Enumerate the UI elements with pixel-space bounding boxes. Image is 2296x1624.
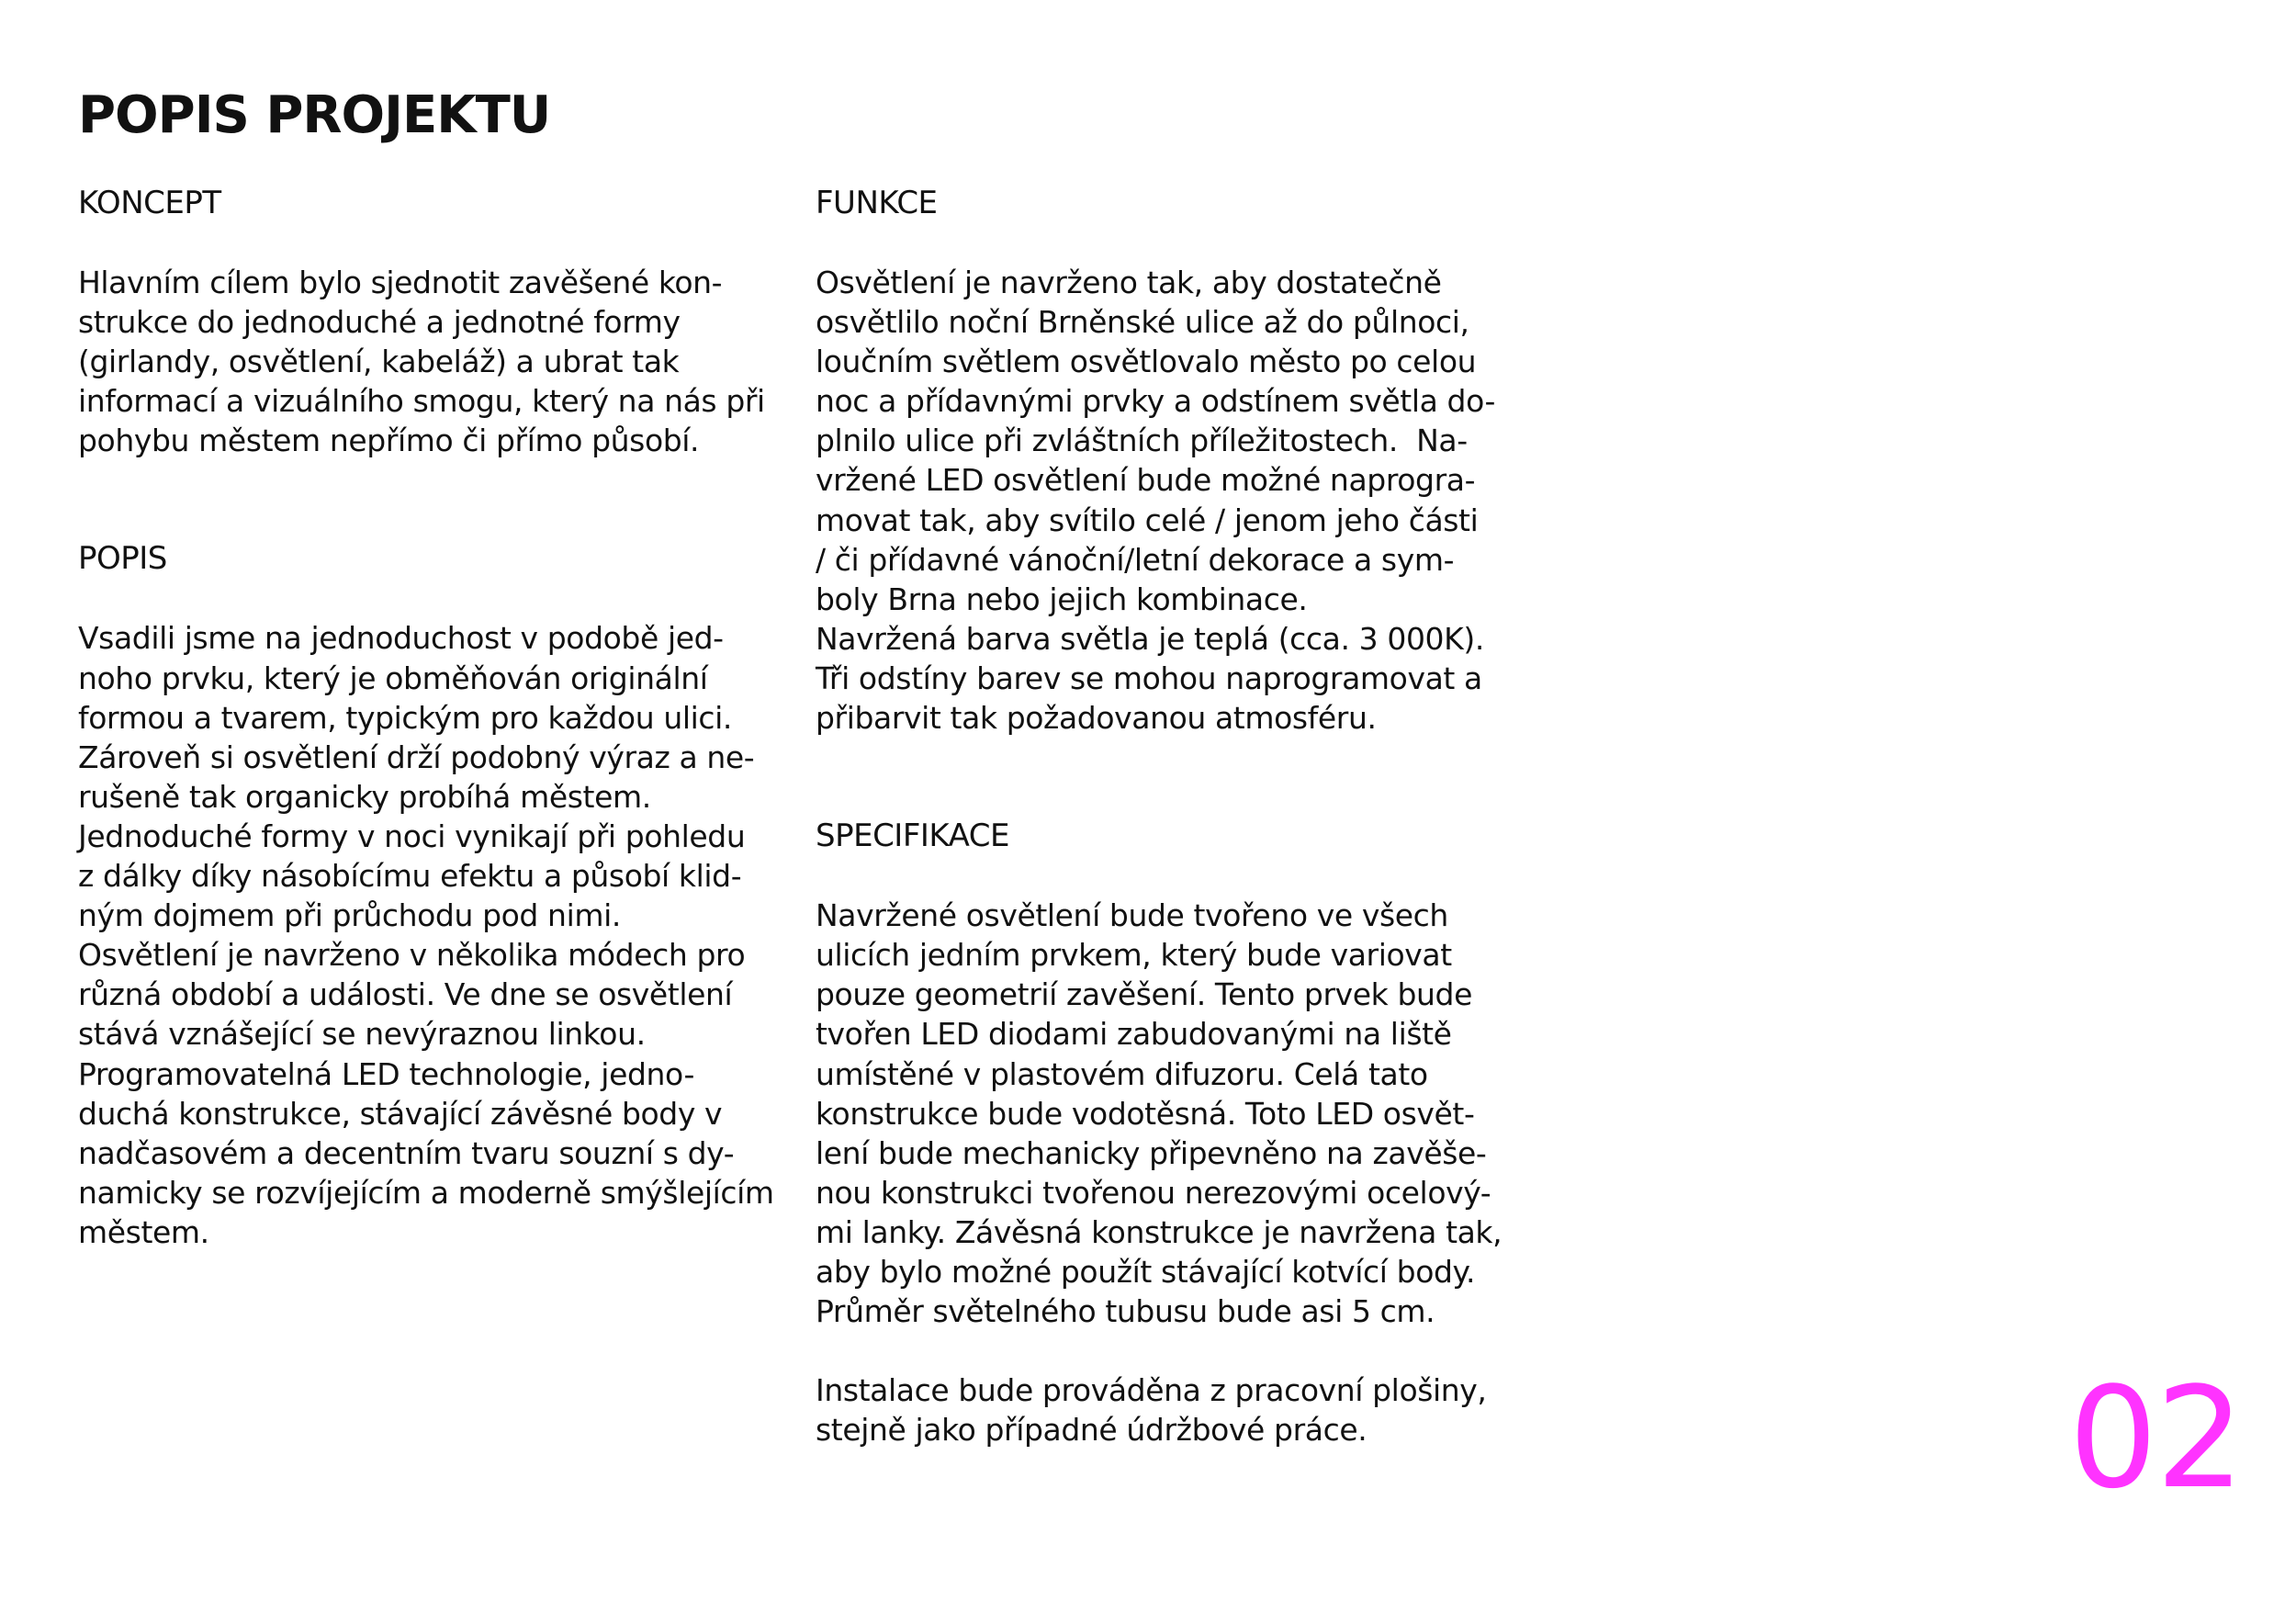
funkce-paragraph bbox=[816, 263, 1541, 738]
text-line: noc a přídavnými prvky a odstínem světla do- bbox=[816, 383, 1495, 420]
text-line: Zároveň si osvětlení drží podobný výraz a ne- bbox=[78, 739, 755, 775]
text-line: informací a vizuálního smogu, který na nás při bbox=[78, 383, 765, 420]
text-line: strukce do jednoduché a jednotné formy bbox=[78, 304, 681, 341]
text-line: pouze geometrií zavěšení. Tento prvek bude bbox=[816, 976, 1472, 1013]
text-line: městem. bbox=[78, 1213, 209, 1250]
text-line: nadčasovém a decentním tvaru souzní s dy- bbox=[78, 1134, 735, 1171]
text-line: osvětlilo noční Brněnské ulice až do půlnoci, bbox=[816, 304, 1469, 341]
text-line: Tři odstíny barev se mohou naprogramovat a bbox=[816, 660, 1482, 696]
text-line: tvořen LED diodami zabudovanými na liště bbox=[816, 1016, 1452, 1053]
text-line: mi lanky. Závěsná konstrukce je navržena tak, bbox=[816, 1213, 1503, 1250]
text-line: konstrukce bude vodotěsná. Toto LED osvět- bbox=[816, 1095, 1475, 1132]
koncept-heading: KONCEPT bbox=[78, 185, 221, 221]
text-line: plnilo ulice při zvláštních příležitostech. Na- bbox=[816, 423, 1468, 459]
text-line: Navržená barva světla je teplá (cca. 3 000K). bbox=[816, 620, 1484, 657]
page-number: 02 bbox=[2068, 1357, 2243, 1519]
text-line: ným dojmem při průchodu pod nimi. bbox=[78, 897, 621, 934]
text-line: formou a tvarem, typickým pro každou ulici. bbox=[78, 699, 732, 736]
text-line: lení bude mechanicky připevněno na zavěše- bbox=[816, 1134, 1487, 1171]
specifikace-heading: SPECIFIKACE bbox=[816, 818, 1010, 855]
popis-paragraph bbox=[78, 618, 804, 1252]
text-line: pohybu městem nepřímo či přímo působí. bbox=[78, 423, 700, 459]
specifikace-paragraph-2 bbox=[816, 1370, 1541, 1449]
text-line: Osvětlení je navrženo v několika módech pro bbox=[78, 937, 746, 974]
text-line: ulicích jedním prvkem, který bude variovat bbox=[816, 937, 1452, 974]
text-line: Instalace bude prováděna z pracovní plošiny, bbox=[816, 1372, 1487, 1409]
text-line: loučním světlem osvětlovalo město po celou bbox=[816, 344, 1477, 380]
text-line: aby bylo možné použít stávající kotvící body. bbox=[816, 1253, 1476, 1290]
text-line: rušeně tak organicky probíhá městem. bbox=[78, 778, 651, 815]
text-line: Průměr světelného tubusu bude asi 5 cm. bbox=[816, 1293, 1435, 1330]
specifikace-paragraph bbox=[816, 896, 1541, 1331]
text-line: namicky se rozvíjejícím a moderně smýšlejícím bbox=[78, 1174, 774, 1211]
left-column bbox=[78, 184, 804, 1252]
middle-column bbox=[816, 184, 1541, 1449]
text-line: / či přídavné vánoční/letní dekorace a sym- bbox=[816, 541, 1455, 578]
text-line: Hlavním cílem bylo sjednotit zavěšené kon- bbox=[78, 265, 723, 300]
text-line: různá období a události. Ve dne se osvětlení bbox=[78, 976, 733, 1013]
text-line: movat tak, aby svítilo celé / jenom jeho části bbox=[816, 502, 1479, 538]
popis-heading: POPIS bbox=[78, 540, 167, 578]
koncept-paragraph bbox=[78, 263, 804, 460]
text-line: nou konstrukci tvořenou nerezovými ocelový- bbox=[816, 1174, 1491, 1211]
funkce-heading: FUNKCE bbox=[816, 185, 938, 221]
text-line: boly Brna nebo jejich kombinace. bbox=[816, 581, 1308, 617]
text-line: z dálky díky násobícímu efektu a působí klid- bbox=[78, 858, 742, 895]
text-line: přibarvit tak požadovanou atmosféru. bbox=[816, 700, 1377, 737]
text-line: umístěné v plastovém difuzoru. Celá tato bbox=[816, 1055, 1428, 1092]
text-line: noho prvku, který je obměňován originální bbox=[78, 660, 708, 696]
page-title: POPIS PROJEKTU bbox=[78, 85, 551, 145]
text-line: Jednoduché formy v noci vynikají při pohledu bbox=[78, 818, 746, 854]
text-line: stejně jako případné údržbové práce. bbox=[816, 1412, 1367, 1449]
text-line: duchá konstrukce, stávající závěsné body v bbox=[78, 1095, 723, 1132]
text-line: Programovatelná LED technologie, jedno- bbox=[78, 1055, 694, 1092]
text-line: Vsadili jsme na jednoduchost v podobě jed- bbox=[78, 620, 724, 657]
text-line: Osvětlení je navrženo tak, aby dostatečně bbox=[816, 265, 1442, 300]
text-line: (girlandy, osvětlení, kabeláž) a ubrat tak bbox=[78, 344, 680, 380]
text-line: Navržené osvětlení bude tvořeno ve všech bbox=[816, 897, 1448, 934]
text-line: vržené LED osvětlení bude možné naprogra- bbox=[816, 462, 1476, 499]
text-line: stává vznášející se nevýraznou linkou. bbox=[78, 1016, 646, 1053]
